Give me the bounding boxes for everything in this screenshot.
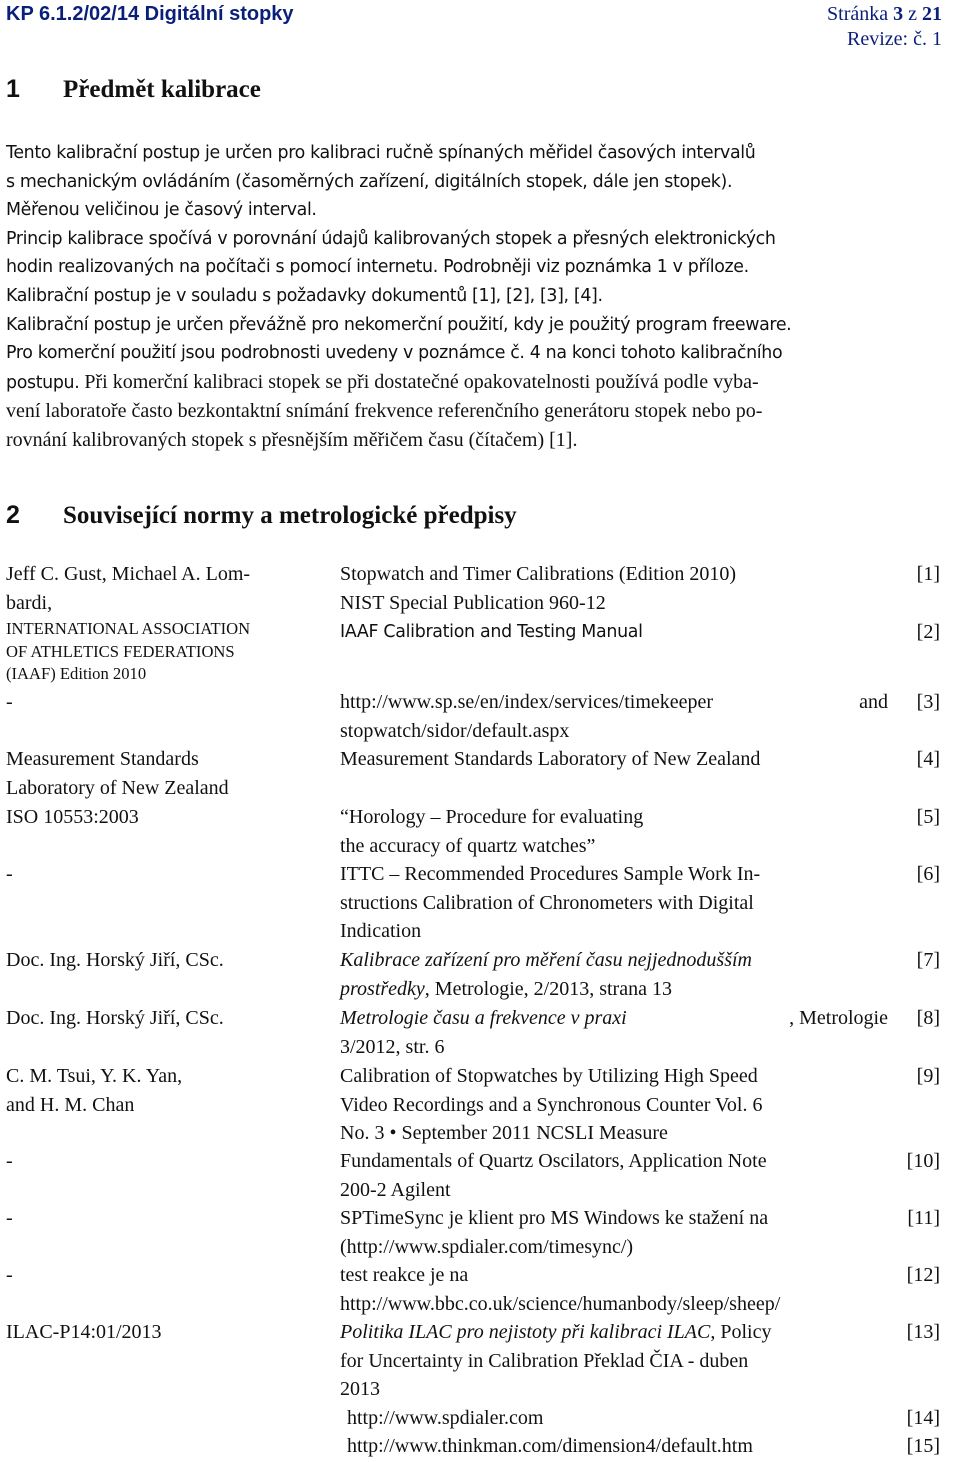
section-number: 1 (6, 75, 20, 103)
body-line-mixed: postupu. Při komerční kalibraci stopek se při dostatečné opakovatelnosti používá podle vyba- (6, 370, 759, 393)
reference-number: [14] (906, 1407, 940, 1429)
reference-title: ITTC – Recommended Procedures Sample Work In- structions Calibration of Chronometers with Digital Indication (340, 863, 761, 943)
page-total: 21 (922, 3, 942, 25)
reference-title: Measurement Standards Laboratory of New Zealand (340, 748, 761, 770)
reference-author: ILAC-P14:01/2013 (6, 1321, 162, 1343)
reference-title: Metrologie času a frekvence v praxi , Metrologie 3/2012, str. 6 (340, 1007, 888, 1058)
reference-author: INTERNATIONAL ASSOCIATION OF ATHLETICS FEDERATIONS (IAAF) Edition 2010 (6, 619, 251, 684)
section-title: Související normy a metrologické předpisy (63, 502, 517, 529)
body-line: rovnání kalibrovaných stopek s přesnějším měřičem času (čítačem) [1]. (6, 428, 578, 451)
reference-title: Stopwatch and Timer Calibrations (Edition 2010) NIST Special Publication 960-12 (340, 563, 737, 614)
section-number: 2 (6, 501, 20, 529)
reference-title: SPTimeSync je klient pro MS Windows ke stažení na (http://www.spdialer.com/timesync/) (340, 1207, 769, 1258)
reference-title: Politika ILAC pro nejistoty při kalibraci ILAC, Policy for Uncertainty in Calibration Překlad ČIA - duben 2013 (340, 1321, 772, 1401)
reference-author: Measurement Standards Laboratory of New Zealand (6, 748, 229, 799)
section-2-heading (6, 500, 517, 531)
reference-title: test reakce je na http://www.bbc.co.uk/science/humanbody/sleep/sheep/ (340, 1264, 781, 1315)
reference-number: [8] (916, 1007, 940, 1029)
reference-number: [7] (916, 949, 940, 971)
reference-number: [9] (916, 1065, 940, 1087)
section-1-heading (6, 74, 261, 105)
reference-number: [10] (906, 1150, 940, 1172)
body-line: s mechanickým ovládáním (časoměrných zařízení, digitálních stopek, dále jen stopek). (6, 171, 733, 192)
reference-author: C. M. Tsui, Y. K. Yan, and H. M. Chan (6, 1065, 183, 1116)
reference-author: Doc. Ing. Horský Jiří, CSc. (6, 1007, 224, 1029)
reference-number: [1] (916, 563, 940, 585)
revision-label: Revize: č. 1 (847, 28, 942, 50)
reference-title: Calibration of Stopwatches by Utilizing High Speed Video Recordings and a Synchronous Counter Vol. 6 No. 3 • September 2011 NCSLI Measure (340, 1065, 763, 1145)
reference-title: Kalibrace zařízení pro měření času nejjednodušším prostředky, Metrologie, 2/2013, strana 13 (340, 949, 753, 1000)
reference-title: Fundamentals of Quartz Oscilators, Application Note 200-2 Agilent (340, 1150, 767, 1201)
reference-title: IAAF Calibration and Testing Manual (340, 622, 643, 642)
reference-number: [3] (916, 691, 940, 713)
page-info (827, 2, 942, 52)
body-line: hodin realizovaných na počítači s pomocí internetu. Podrobněji viz poznámka 1 v příloze. (6, 257, 749, 278)
reference-number: [6] (916, 863, 940, 885)
body-line: Kalibrační postup je v souladu s požadavky dokumentů [1], [2], [3], [4]. (6, 285, 603, 306)
reference-author: - (6, 863, 13, 885)
body-line: Měřenou veličinou je časový interval. (6, 200, 317, 221)
document-id: KP 6.1.2/02/14 Digitální stopky (6, 3, 294, 25)
reference-number: [4] (916, 748, 940, 770)
reference-author: - (6, 691, 13, 713)
reference-title: http://www.sp.se/en/index/services/timekeeper and stopwatch/sidor/default.aspx (340, 691, 888, 742)
reference-author: Doc. Ing. Horský Jiří, CSc. (6, 949, 224, 971)
reference-author: - (6, 1150, 13, 1172)
page-number: 3 (893, 3, 904, 25)
reference-number: [2] (916, 621, 940, 643)
reference-title: http://www.thinkman.com/dimension4/default.htm (347, 1435, 753, 1457)
section-1-body (6, 139, 956, 455)
body-line: Kalibrační postup je určen převážně pro nekomerční použití, kdy je použitý program freeware. (6, 314, 792, 335)
reference-author: - (6, 1207, 13, 1229)
body-line: vení laboratoře často bezkontaktní snímání frekvence referenčního generátoru stopek nebo po- (6, 400, 763, 423)
reference-number: [15] (906, 1435, 940, 1457)
reference-number: [11] (907, 1207, 940, 1229)
reference-author: Jeff C. Gust, Michael A. Lom- bardi, (6, 563, 251, 614)
body-line: Tento kalibrační postup je určen pro kalibraci ručně spínaných měřidel časových intervalů (6, 143, 756, 163)
body-line: Princip kalibrace spočívá v porovnání údajů kalibrovaných stopek a přesných elektronických (6, 228, 776, 249)
reference-author: ISO 10553:2003 (6, 806, 139, 828)
reference-title: http://www.spdialer.com (347, 1407, 544, 1429)
section-title: Předmět kalibrace (63, 76, 261, 103)
page-number-line: Stránka 3 z 21 (827, 3, 942, 25)
reference-title: “Horology – Procedure for evaluating the accuracy of quartz watches” (340, 806, 644, 857)
reference-author: - (6, 1264, 13, 1286)
reference-number: [13] (906, 1321, 940, 1343)
body-line: Pro komerční použití jsou podrobnosti uvedeny v poznámce č. 4 na konci tohoto kalibračního (6, 343, 783, 364)
reference-number: [12] (906, 1264, 940, 1286)
reference-number: [5] (916, 806, 940, 828)
